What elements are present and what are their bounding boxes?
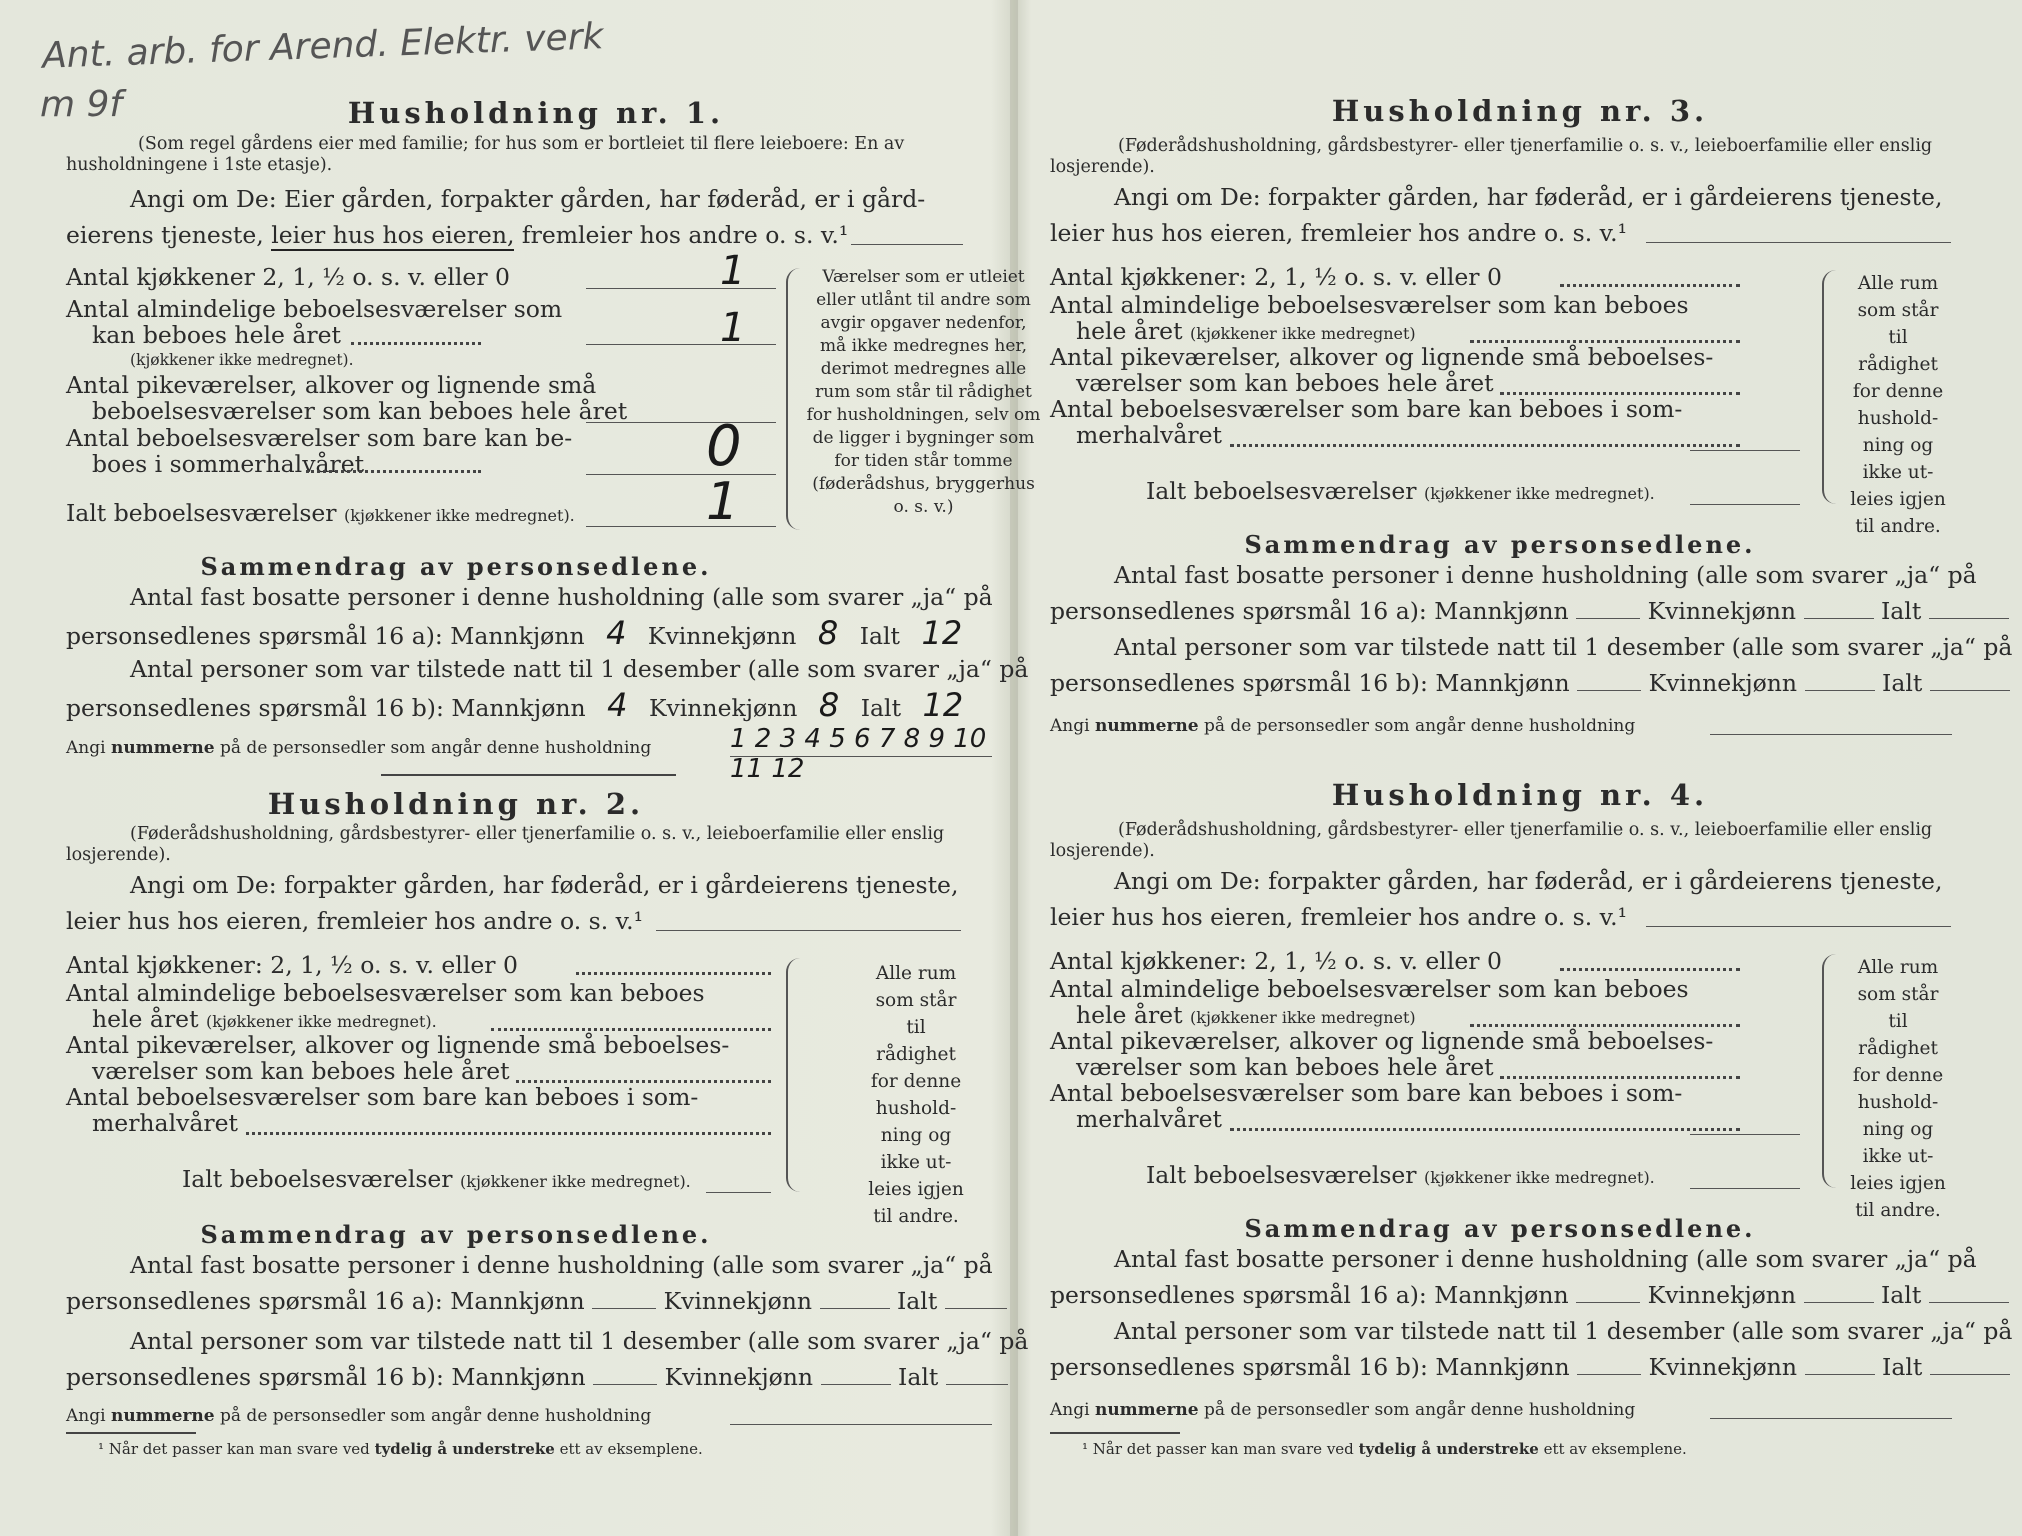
ialt-note: (kjøkkener ikke medregnet).	[344, 506, 575, 525]
summary-b-line-2	[1050, 670, 2010, 697]
ialt-field[interactable]	[1690, 504, 1800, 505]
kvinne-field[interactable]	[1804, 1302, 1874, 1303]
angi-nummerne	[66, 738, 651, 759]
household-title: Husholdning nr. 3.	[1331, 94, 1709, 128]
summary-a-mann: 4	[606, 614, 627, 652]
summary-b-line-1: Antal personer som var tilstede natt til 1 desember (alle som svarer „ja“ på	[130, 1327, 1029, 1355]
ialt-note: (kjøkkener ikke medregnet).	[1424, 1168, 1655, 1187]
ialt-lbl: Ialt	[898, 1363, 939, 1391]
summary-b-line-2	[1050, 1354, 2010, 1381]
summary-b-label: personsedlenes spørsmål 16 b): Mannkjønn	[66, 1363, 586, 1391]
row-sommer-2: merhalvåret	[1076, 421, 1222, 449]
sommer-value: 0	[706, 414, 742, 479]
brace-note: Alle rum som står til rådighet for denne husholdning og ikke utleies igjen til andre.	[868, 963, 964, 1227]
angi-num-b: nummerne	[110, 1406, 215, 1426]
kvinne-label: Kvinnekjønn	[1647, 1281, 1797, 1309]
household-subtitle: (Føderådshusholdning, gårdsbestyrer- eller tjenerfamilie o. s. v., leieboerfamilie eller enslig losjerende).	[1050, 136, 1933, 177]
mann-field[interactable]	[593, 1384, 657, 1385]
row-pike-2: værelser som kan beboes hele året	[92, 1057, 510, 1085]
mann-field[interactable]	[1576, 618, 1640, 619]
numbers-field[interactable]	[730, 1424, 992, 1425]
footnote-rule	[1050, 1432, 1180, 1434]
summary-b-label: personsedlenes spørsmål 16 b): Mannkjønn	[1050, 669, 1570, 697]
angi-nummerne	[1050, 1400, 1635, 1421]
ialt-lbl: Ialt	[860, 694, 902, 722]
household-2	[66, 782, 1029, 1482]
summary-b-line-1: Antal personer som var tilstede natt til 1 desember (alle som svarer „ja“ på	[1114, 1317, 2013, 1345]
row-pike-2: beboelsesværelser som kan beboes hele året	[92, 397, 628, 425]
person-numbers: 1 2 3 4 5 6 7 8 9 10 11 12	[730, 724, 987, 784]
summary-title: Sammendrag av personsedlene.	[1244, 1214, 1756, 1243]
ialt-field-col[interactable]	[1690, 1134, 1800, 1135]
angi-line-1: Angi om De: Eier gården, forpakter gården, har føderåd, er i gård-	[130, 185, 926, 213]
ialt-note: (kjøkkener ikke medregnet).	[460, 1172, 691, 1191]
kjokkener-field[interactable]	[586, 288, 776, 289]
household-1	[66, 0, 1041, 784]
row-pike-2: værelser som kan beboes hele året	[1076, 1053, 1494, 1081]
row-sommer-1: Antal beboelsesværelser som bare kan beboes i som-	[1050, 395, 1683, 423]
row-sommer-1: Antal beboelsesværelser som bare kan be-	[66, 424, 573, 452]
angi-num-b: nummerne	[1094, 716, 1199, 736]
row-alm-2: kan beboes hele året	[92, 321, 341, 349]
angi-num-c: på de personsedler som angår denne husholdning	[1204, 1400, 1636, 1420]
household-3	[1050, 94, 2013, 794]
footnote-a: Når det passer kan man svare ved	[108, 1440, 370, 1458]
kvinne-label: Kvinnekjønn	[664, 1363, 814, 1391]
sommer-dots	[1230, 1128, 1740, 1131]
ialt-sum-field[interactable]	[1929, 1302, 2009, 1303]
angi-line-2: leier hus hos eieren, fremleier hos andre o. s. v.¹	[1050, 219, 1628, 247]
summary-title: Sammendrag av personsedlene.	[200, 552, 712, 581]
brace	[1822, 954, 1840, 1188]
angi-num-b: nummerne	[110, 738, 215, 758]
row-ialt	[1146, 478, 1655, 507]
summary-b-mann: 4	[607, 686, 628, 724]
alm-2: hele året	[1076, 317, 1183, 345]
angi-num-a: Angi	[66, 738, 106, 758]
alm-3: (kjøkkener ikke medregnet)	[1190, 1008, 1416, 1027]
angi-nummerne	[1050, 716, 1635, 737]
summary-title: Sammendrag av personsedlene.	[1244, 530, 1756, 559]
ialt-lbl: Ialt	[1882, 669, 1923, 697]
brace	[1822, 270, 1840, 504]
footnote-c: ett av eksemplene.	[559, 1440, 703, 1458]
alm-2: hele året	[92, 1005, 199, 1033]
summary-b-line-2	[66, 1364, 1008, 1391]
angi-answer-line	[851, 244, 963, 245]
sommer-field[interactable]	[586, 474, 776, 475]
ialt-sum-field[interactable]	[946, 1384, 1008, 1385]
household-4	[1050, 778, 2013, 1478]
summary-a-ialt: 12	[921, 614, 963, 652]
row-kjokkener: Antal kjøkkener: 2, 1, ½ o. s. v. eller 0	[66, 951, 518, 979]
row-alm-3: (kjøkkener ikke medregnet).	[130, 351, 354, 369]
row-pike-2: værelser som kan beboes hele året	[1076, 369, 1494, 397]
brace-note: Værelser som er utleiet eller utlånt til andre som avgir opgaver nedenfor, må ikke medregnes her, derimot medregnes alle rum som står til rådighet for husholdningen, selv om de ligger i bygninger som for tiden står tomme (føderådshus, bryggerhus o. s. v.)	[806, 267, 1041, 517]
summary-a-line-1: Antal fast bosatte personer i denne husholdning (alle som svarer „ja“ på	[1114, 561, 1977, 589]
summary-a-line-1: Antal fast bosatte personer i denne husholdning (alle som svarer „ja“ på	[1114, 1245, 1977, 1273]
household-subtitle: (Føderådshusholdning, gårdsbestyrer- eller tjenerfamilie o. s. v., leieboerfamilie eller enslig losjerende).	[1050, 820, 1933, 861]
footnote-b: tydelig å understreke	[374, 1440, 555, 1458]
footnote-c: ett av eksemplene.	[1543, 1440, 1687, 1458]
angi-num-c: på de personsedler som angår denne husholdning	[1204, 716, 1636, 736]
pike-field[interactable]	[586, 422, 776, 423]
ialt-lbl: Ialt	[897, 1287, 938, 1315]
row-alm-1: Antal almindelige beboelsesværelser som	[66, 295, 563, 323]
alm-2: hele året	[1076, 1001, 1183, 1029]
numbers-field[interactable]	[1710, 734, 1952, 735]
summary-b-line-1: Antal personer som var tilstede natt til 1 desember (alle som svarer „ja“ på	[1114, 633, 2013, 661]
angi-nummerne	[66, 1406, 651, 1427]
row-pike-1: Antal pikeværelser, alkover og lignende små beboelses-	[1050, 343, 1714, 371]
kvinne-field[interactable]	[1804, 618, 1874, 619]
kvinne-field[interactable]	[1805, 690, 1875, 691]
ialt-note: (kjøkkener ikke medregnet).	[1424, 484, 1655, 503]
kvinne-label: Kvinnekjønn	[1647, 597, 1797, 625]
ialt-lbl: Ialt	[1881, 1281, 1922, 1309]
angi-answer-line[interactable]	[656, 930, 961, 931]
row-kjokkener: Antal kjøkkener 2, 1, ½ o. s. v. eller 0	[66, 263, 510, 291]
summary-a-line-2	[1050, 598, 2009, 625]
row-alm-1: Antal almindelige beboelsesværelser som kan beboes	[1050, 975, 1689, 1003]
row-ialt	[1146, 1162, 1655, 1191]
mann-field[interactable]	[592, 1308, 656, 1309]
handwritten-header-line2: m 9f	[40, 84, 123, 125]
kvinne-label: Kvinnekjønn	[648, 694, 798, 722]
row-pike-1: Antal pikeværelser, alkover og lignende små beboelses-	[1050, 1027, 1714, 1055]
angi-num-b: nummerne	[1094, 1400, 1199, 1420]
household-subtitle: (Føderådshusholdning, gårdsbestyrer- eller tjenerfamilie o. s. v., leieboerfamilie eller enslig losjerende).	[66, 824, 945, 865]
row-sommer-1: Antal beboelsesværelser som bare kan beboes i som-	[1050, 1079, 1683, 1107]
alm-field[interactable]	[586, 344, 776, 345]
kvinne-field[interactable]	[820, 1308, 890, 1309]
summary-a-line-1: Antal fast bosatte personer i denne husholdning (alle som svarer „ja“ på	[130, 583, 993, 611]
footnote	[1082, 1440, 1687, 1458]
row-ialt	[182, 1166, 691, 1195]
row-kjokkener: Antal kjøkkener: 2, 1, ½ o. s. v. eller 0	[1050, 263, 1502, 291]
mann-field[interactable]	[1576, 1302, 1640, 1303]
summary-a-label: personsedlenes spørsmål 16 a): Mannkjønn	[1050, 597, 1569, 625]
brace-note: Alle rum som står til rådighet for denne husholdning og ikke utleies igjen til andre.	[1850, 957, 1946, 1221]
ialt-label: Ialt beboelsesværelser	[66, 499, 337, 527]
kvinne-field[interactable]	[821, 1384, 891, 1385]
ialt-field[interactable]	[706, 1192, 771, 1193]
row-sommer-2: merhalvåret	[92, 1109, 238, 1137]
brace	[786, 958, 804, 1192]
kvinne-label: Kvinnekjønn	[647, 622, 797, 650]
ialt-lbl: Ialt	[1881, 597, 1922, 625]
ialt-field-col[interactable]	[1690, 450, 1800, 451]
brace-note: Alle rum som står til rådighet for denne husholdning og ikke utleies igjen til andre.	[1850, 273, 1946, 537]
row-kjokkener: Antal kjøkkener: 2, 1, ½ o. s. v. eller 0	[1050, 947, 1502, 975]
alm-3: (kjøkkener ikke medregnet).	[206, 1012, 437, 1031]
angi-line-1: Angi om De: forpakter gården, har føderåd, er i gårdeierens tjeneste,	[130, 871, 959, 899]
summary-a-label: personsedlenes spørsmål 16 a): Mannkjønn	[66, 622, 585, 650]
kvinne-label: Kvinnekjønn	[1648, 1353, 1798, 1381]
summary-b-label: personsedlenes spørsmål 16 b): Mannkjønn	[66, 694, 586, 722]
alm-3: (kjøkkener ikke medregnet)	[1190, 324, 1416, 343]
footnote-a: Når det passer kan man svare ved	[1092, 1440, 1354, 1458]
alm-value: 1	[720, 305, 746, 351]
row-sommer-1: Antal beboelsesværelser som bare kan beboes i som-	[66, 1083, 699, 1111]
angi-line-2	[66, 222, 848, 249]
household-subtitle: (Som regel gårdens eier med familie; for hus som er bortleiet til flere leieboere: En av husholdningene i 1ste etasje).	[66, 134, 905, 175]
page-fold	[1010, 0, 1018, 1536]
ialt-lbl: Ialt	[859, 622, 900, 650]
footnote-mark: ¹	[98, 1440, 105, 1458]
summary-b-line-1: Antal personer som var tilstede natt til 1 desember (alle som svarer „ja“ på	[130, 655, 1029, 683]
angi-num-c: på de personsedler som angår denne husholdning	[220, 738, 652, 758]
footnote-rule	[66, 1432, 196, 1434]
angi-line-2: leier hus hos eieren, fremleier hos andre o. s. v.¹	[66, 907, 644, 935]
angi-num-a: Angi	[1050, 1400, 1090, 1420]
handwritten-header-line1: Ant. arb. for Arend. Elektr. verk	[41, 16, 605, 77]
row-sommer-2: merhalvåret	[1076, 1105, 1222, 1133]
row-pike-1: Antal pikeværelser, alkover og lignende små	[66, 371, 597, 399]
angi-answer-line[interactable]	[1646, 242, 1951, 243]
brace	[786, 268, 804, 530]
summary-b-kvinne: 8	[818, 686, 840, 724]
household-title: Husholdning nr. 4.	[1331, 778, 1709, 812]
mann-field[interactable]	[1577, 1374, 1641, 1375]
ialt-field[interactable]	[586, 526, 776, 527]
ialt-sum-field[interactable]	[1929, 618, 2009, 619]
ialt-lbl: Ialt	[1882, 1353, 1923, 1381]
angi-line-2: leier hus hos eieren, fremleier hos andre o. s. v.¹	[1050, 903, 1628, 931]
section-separator	[381, 774, 676, 776]
angi-answer-line[interactable]	[1646, 926, 1951, 927]
ialt-label: Ialt beboelsesværelser	[182, 1165, 453, 1193]
kvinne-label: Kvinnekjønn	[663, 1287, 813, 1315]
kjokkener-value: 1	[720, 248, 746, 294]
angi-line-1: Angi om De: forpakter gården, har føderåd, er i gårdeierens tjeneste,	[1114, 183, 1943, 211]
summary-b-ialt: 12	[922, 686, 964, 724]
row-ialt	[66, 500, 575, 529]
angi-num-a: Angi	[66, 1406, 106, 1426]
sommer-dots	[1230, 444, 1740, 447]
sommer-dots	[306, 470, 481, 473]
summary-b-label: personsedlenes spørsmål 16 b): Mannkjønn	[1050, 1353, 1570, 1381]
kjokkener-dots	[576, 972, 771, 975]
summary-a-line-2	[1050, 1282, 2009, 1309]
summary-a-line-2	[66, 614, 963, 652]
footnote	[98, 1440, 703, 1458]
angi-num-c: på de personsedler som angår denne husholdning	[220, 1406, 652, 1426]
angi-option-fremleier: fremleier hos andre o. s. v.¹	[521, 221, 849, 249]
sommer-dots	[246, 1132, 771, 1135]
summary-b-line-2	[66, 686, 964, 724]
angi-option-leier-underlined[interactable]: leier hus hos eieren,	[271, 221, 515, 249]
angi-line-1: Angi om De: forpakter gården, har føderåd, er i gårdeierens tjeneste,	[1114, 867, 1943, 895]
ialt-label: Ialt beboelsesværelser	[1146, 477, 1417, 505]
ialt-sum-field[interactable]	[1930, 1374, 2010, 1375]
row-alm-1: Antal almindelige beboelsesværelser som kan beboes	[1050, 291, 1689, 319]
angi-option-tjeneste: eierens tjeneste,	[66, 221, 264, 249]
kvinne-label: Kvinnekjønn	[1648, 669, 1798, 697]
row-alm-1: Antal almindelige beboelsesværelser som kan beboes	[66, 979, 705, 1007]
row-pike-1: Antal pikeværelser, alkover og lignende små beboelses-	[66, 1031, 730, 1059]
alm-dots	[351, 342, 481, 345]
ialt-label: Ialt beboelsesværelser	[1146, 1161, 1417, 1189]
summary-a-label: personsedlenes spørsmål 16 a): Mannkjønn	[1050, 1281, 1569, 1309]
angi-num-a: Angi	[1050, 716, 1090, 736]
kvinne-field[interactable]	[1805, 1374, 1875, 1375]
numbers-field[interactable]	[1710, 1418, 1952, 1419]
footnote-mark: ¹	[1082, 1440, 1089, 1458]
summary-title: Sammendrag av personsedlene.	[200, 1220, 712, 1249]
household-title: Husholdning nr. 2.	[267, 787, 645, 821]
footnote-b: tydelig å understreke	[1358, 1440, 1539, 1458]
mann-field[interactable]	[1577, 690, 1641, 691]
row-sommer-2: boes i sommerhalvåret	[92, 450, 365, 478]
summary-a-label: personsedlenes spørsmål 16 a): Mannkjønn	[66, 1287, 585, 1315]
summary-a-line-1: Antal fast bosatte personer i denne husholdning (alle som svarer „ja“ på	[130, 1251, 993, 1279]
household-title: Husholdning nr. 1.	[347, 96, 725, 130]
numbers-field[interactable]	[730, 756, 992, 757]
ialt-sum-field[interactable]	[1930, 690, 2010, 691]
summary-a-line-2	[66, 1288, 1007, 1315]
ialt-field[interactable]	[1690, 1188, 1800, 1189]
ialt-value: 1	[706, 472, 740, 532]
kjokkener-dots	[1560, 284, 1740, 287]
ialt-sum-field[interactable]	[945, 1308, 1007, 1309]
summary-a-kvinne: 8	[817, 614, 839, 652]
kjokkener-dots	[1560, 968, 1740, 971]
